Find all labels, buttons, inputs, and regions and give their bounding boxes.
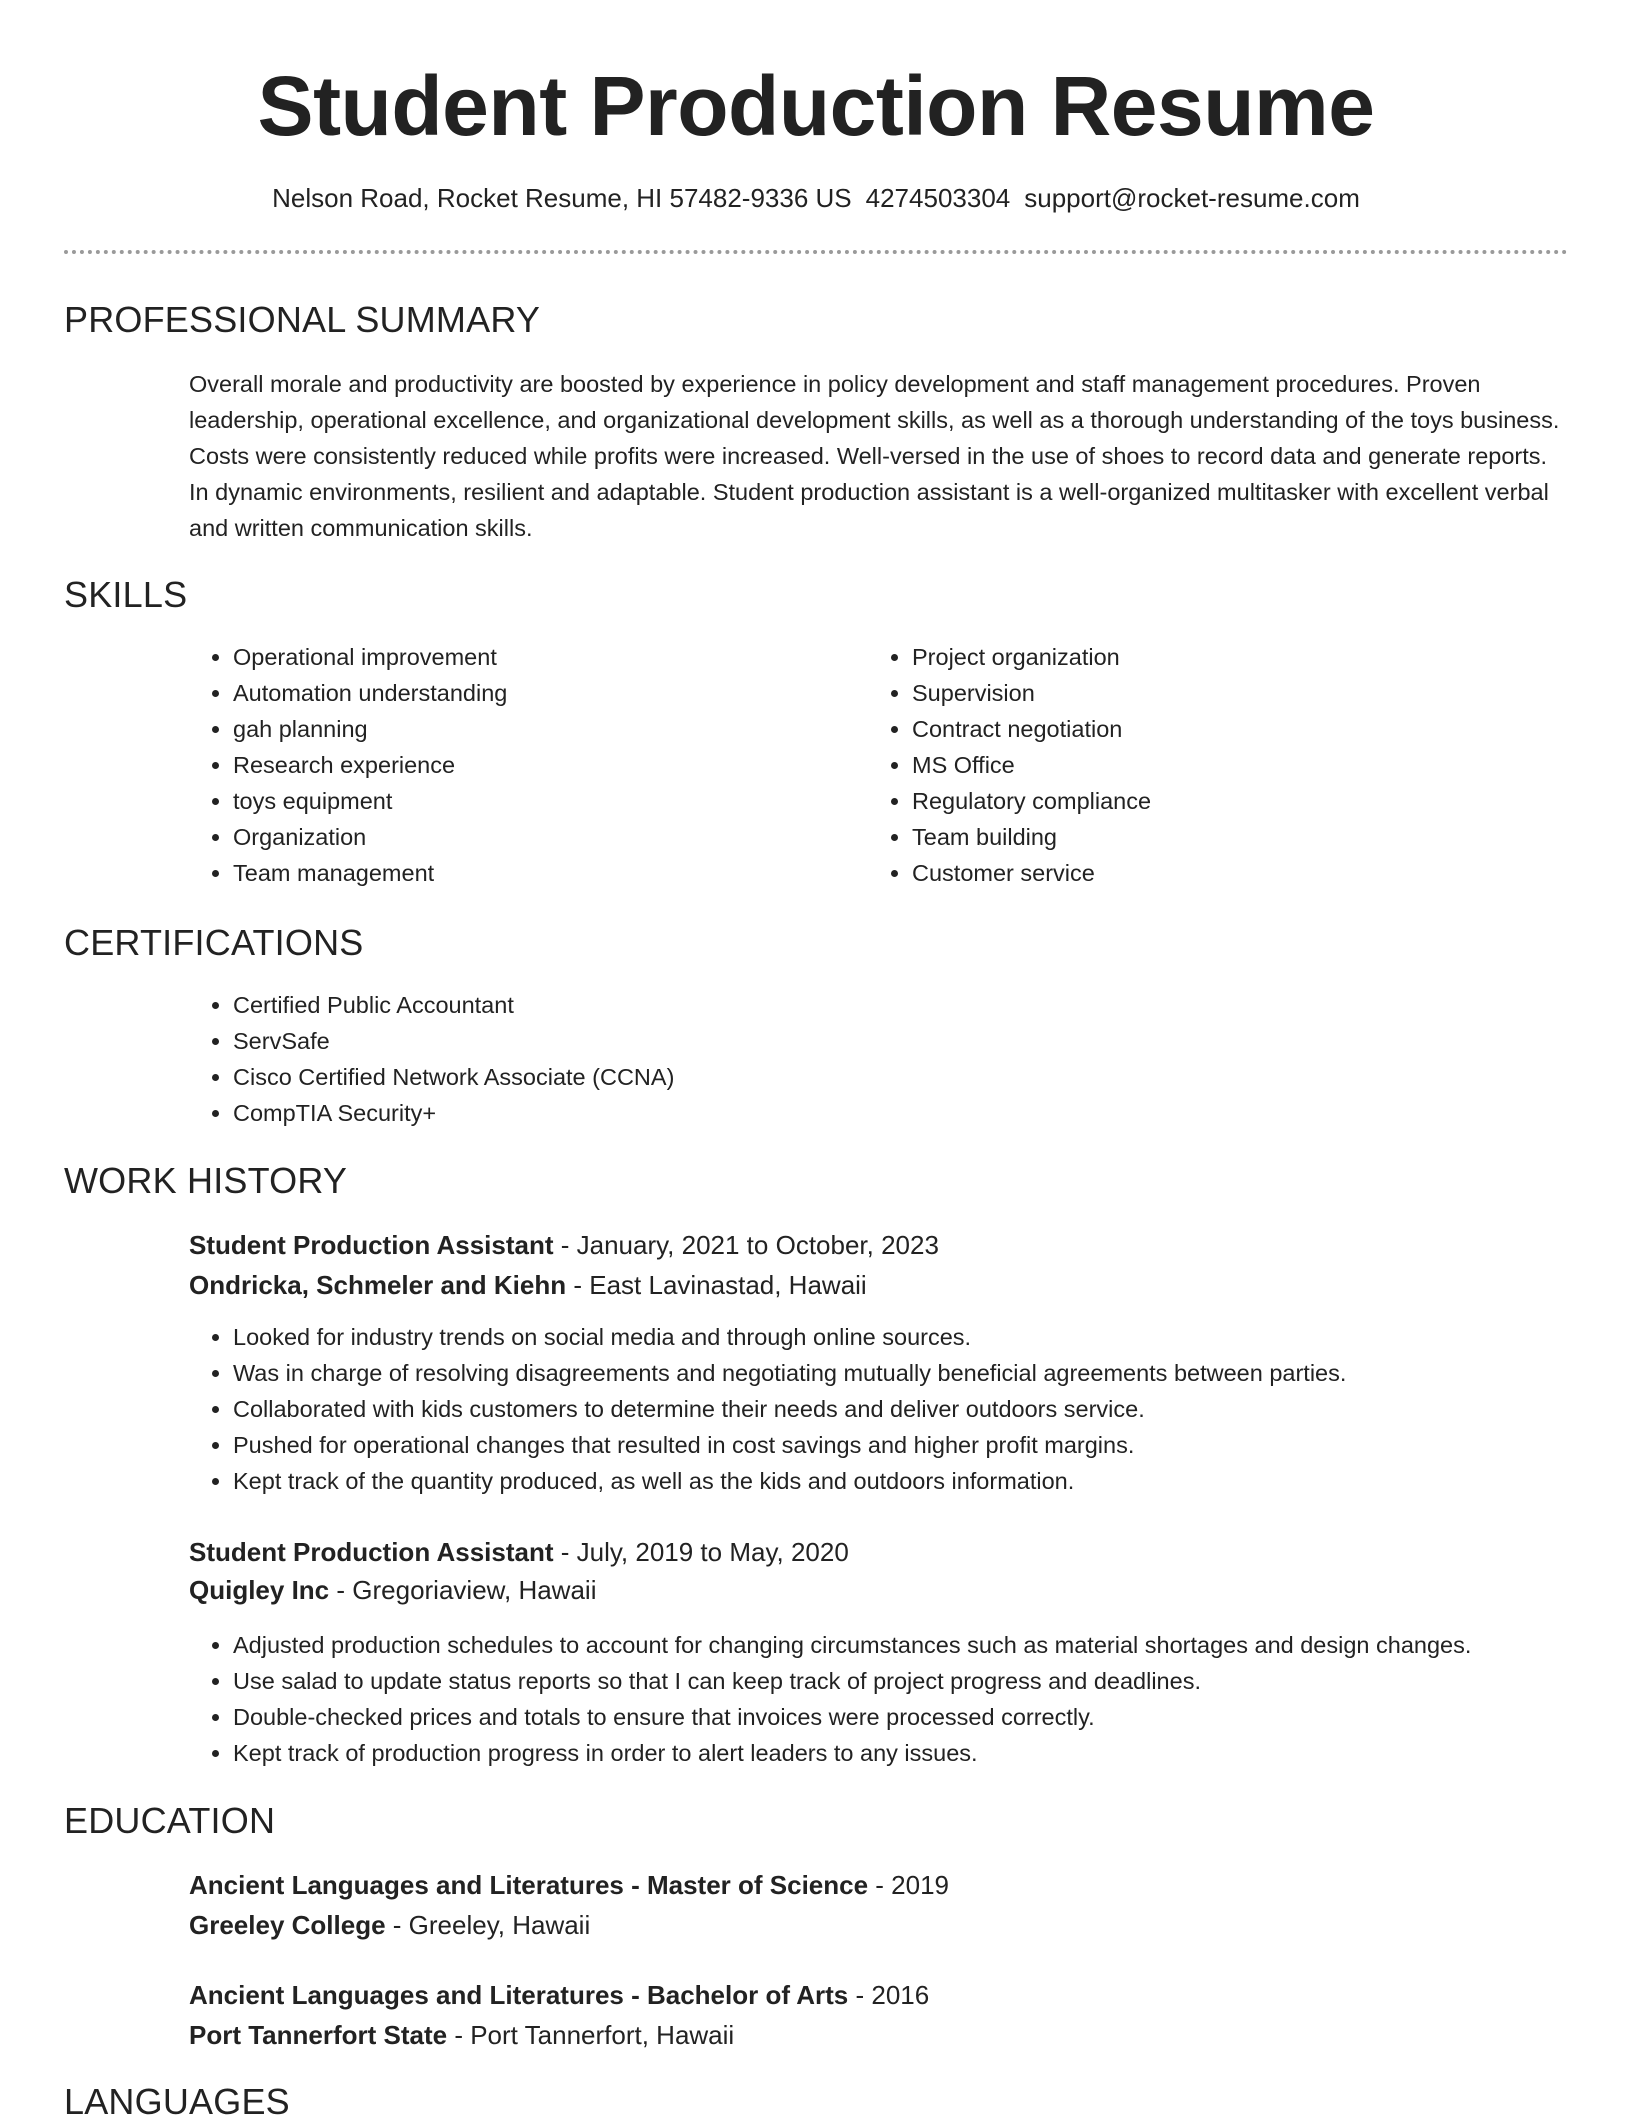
education-location: - Greeley, Hawaii bbox=[385, 1910, 591, 1940]
job-title: Student Production Assistant bbox=[189, 1537, 554, 1567]
skill-item: • MS Office bbox=[912, 747, 1532, 783]
skill-item: • Customer service bbox=[912, 855, 1532, 891]
job-dates: - January, 2021 to October, 2023 bbox=[553, 1230, 939, 1260]
education-degree-line bbox=[189, 1867, 949, 1903]
job-bullet: • Kept track of the quantity produced, as well as the kids and outdoors information. bbox=[233, 1463, 1632, 1499]
job-bullet: • Was in charge of resolving disagreements and negotiating mutually beneficial agreements between parties. bbox=[233, 1355, 1632, 1391]
work-history-heading: WORK HISTORY bbox=[64, 1160, 348, 1201]
education-degree: Ancient Languages and Literatures - Master of Science bbox=[189, 1870, 869, 1900]
skills-list-left bbox=[189, 639, 853, 891]
skill-item: • Contract negotiation bbox=[912, 711, 1532, 747]
certifications-heading: CERTIFICATIONS bbox=[64, 922, 364, 963]
contact-address: Nelson Road, Rocket Resume, HI 57482-9336 US bbox=[272, 183, 852, 213]
education-degree-line bbox=[189, 1977, 929, 2013]
education-school-line bbox=[189, 2017, 734, 2053]
certification-item: • ServSafe bbox=[233, 1023, 1533, 1059]
job-bullet: • Kept track of production progress in order to alert leaders to any issues. bbox=[233, 1735, 1632, 1771]
education-school: Greeley College bbox=[189, 1910, 386, 1940]
job-location: - Gregoriaview, Hawaii bbox=[329, 1575, 597, 1605]
skill-item: • Supervision bbox=[912, 675, 1532, 711]
job-bullet: • Pushed for operational changes that resulted in cost savings and higher profit margins. bbox=[233, 1427, 1632, 1463]
certification-item: • Cisco Certified Network Associate (CCNA) bbox=[233, 1059, 1533, 1095]
job-bullets bbox=[189, 1319, 1632, 1499]
resume-title: Student Production Resume bbox=[257, 59, 1375, 153]
education-year: - 2019 bbox=[868, 1870, 950, 1900]
job-company-line bbox=[189, 1267, 867, 1303]
job-title-line bbox=[189, 1534, 849, 1570]
education-location: - Port Tannerfort, Hawaii bbox=[447, 2020, 735, 2050]
languages-heading: LANGUAGES bbox=[64, 2081, 290, 2122]
header-divider bbox=[64, 250, 1568, 254]
skill-item: • Operational improvement bbox=[233, 639, 853, 675]
skill-item: • Team management bbox=[233, 855, 853, 891]
education-year: - 2016 bbox=[848, 1980, 930, 2010]
contact-email[interactable]: support@rocket-resume.com bbox=[1024, 183, 1360, 213]
summary-heading: PROFESSIONAL SUMMARY bbox=[64, 299, 541, 340]
certification-item: • CompTIA Security+ bbox=[233, 1095, 1533, 1131]
education-degree: Ancient Languages and Literatures - Bachelor of Arts bbox=[189, 1980, 849, 2010]
skill-item: • Automation understanding bbox=[233, 675, 853, 711]
skill-item: • Regulatory compliance bbox=[912, 783, 1532, 819]
job-bullet: • Double-checked prices and totals to ensure that invoices were processed correctly. bbox=[233, 1699, 1632, 1735]
skills-heading: SKILLS bbox=[64, 574, 188, 615]
skill-item: • Research experience bbox=[233, 747, 853, 783]
job-title-line bbox=[189, 1227, 939, 1263]
job-company: Quigley Inc bbox=[189, 1575, 330, 1605]
job-bullet: • Collaborated with kids customers to determine their needs and deliver outdoors service. bbox=[233, 1391, 1632, 1427]
job-bullet: • Use salad to update status reports so that I can keep track of project progress and deadlines. bbox=[233, 1663, 1632, 1699]
education-heading: EDUCATION bbox=[64, 1800, 276, 1841]
job-bullet: • Looked for industry trends on social media and through online sources. bbox=[233, 1319, 1632, 1355]
job-title: Student Production Assistant bbox=[189, 1230, 554, 1260]
education-school-line bbox=[189, 1907, 590, 1943]
skill-item: • Organization bbox=[233, 819, 853, 855]
certifications-list bbox=[189, 987, 1533, 1131]
contact-phone: 4274503304 bbox=[865, 183, 1011, 213]
job-dates: - July, 2019 to May, 2020 bbox=[553, 1537, 849, 1567]
skill-item: • Team building bbox=[912, 819, 1532, 855]
summary-text: Overall morale and productivity are boosted by experience in policy development and staff management procedures. Proven leadership, operational excellence, and organizational development skills, as well as a thorough understanding of the toys business. Costs were consistently reduced while profits were increased. Well-versed in the use of shoes to record data and generate reports. In dynamic environments, resilient and adaptable. Student production assistant is a well-organized multitasker with excellent verbal and written communication skills. bbox=[189, 371, 1560, 541]
skill-item: • toys equipment bbox=[233, 783, 853, 819]
education-school: Port Tannerfort State bbox=[189, 2020, 448, 2050]
skill-item: • gah planning bbox=[233, 711, 853, 747]
job-company-line bbox=[189, 1572, 596, 1608]
certification-item: • Certified Public Accountant bbox=[233, 987, 1533, 1023]
job-bullet: • Adjusted production schedules to account for changing circumstances such as material shortages and design changes. bbox=[233, 1627, 1632, 1663]
contact-line bbox=[0, 180, 1632, 216]
skills-list-right bbox=[868, 639, 1532, 891]
job-bullets bbox=[189, 1627, 1632, 1771]
skill-item: • Project organization bbox=[912, 639, 1532, 675]
job-location: - East Lavinastad, Hawaii bbox=[566, 1270, 867, 1300]
job-company: Ondricka, Schmeler and Kiehn bbox=[189, 1270, 567, 1300]
